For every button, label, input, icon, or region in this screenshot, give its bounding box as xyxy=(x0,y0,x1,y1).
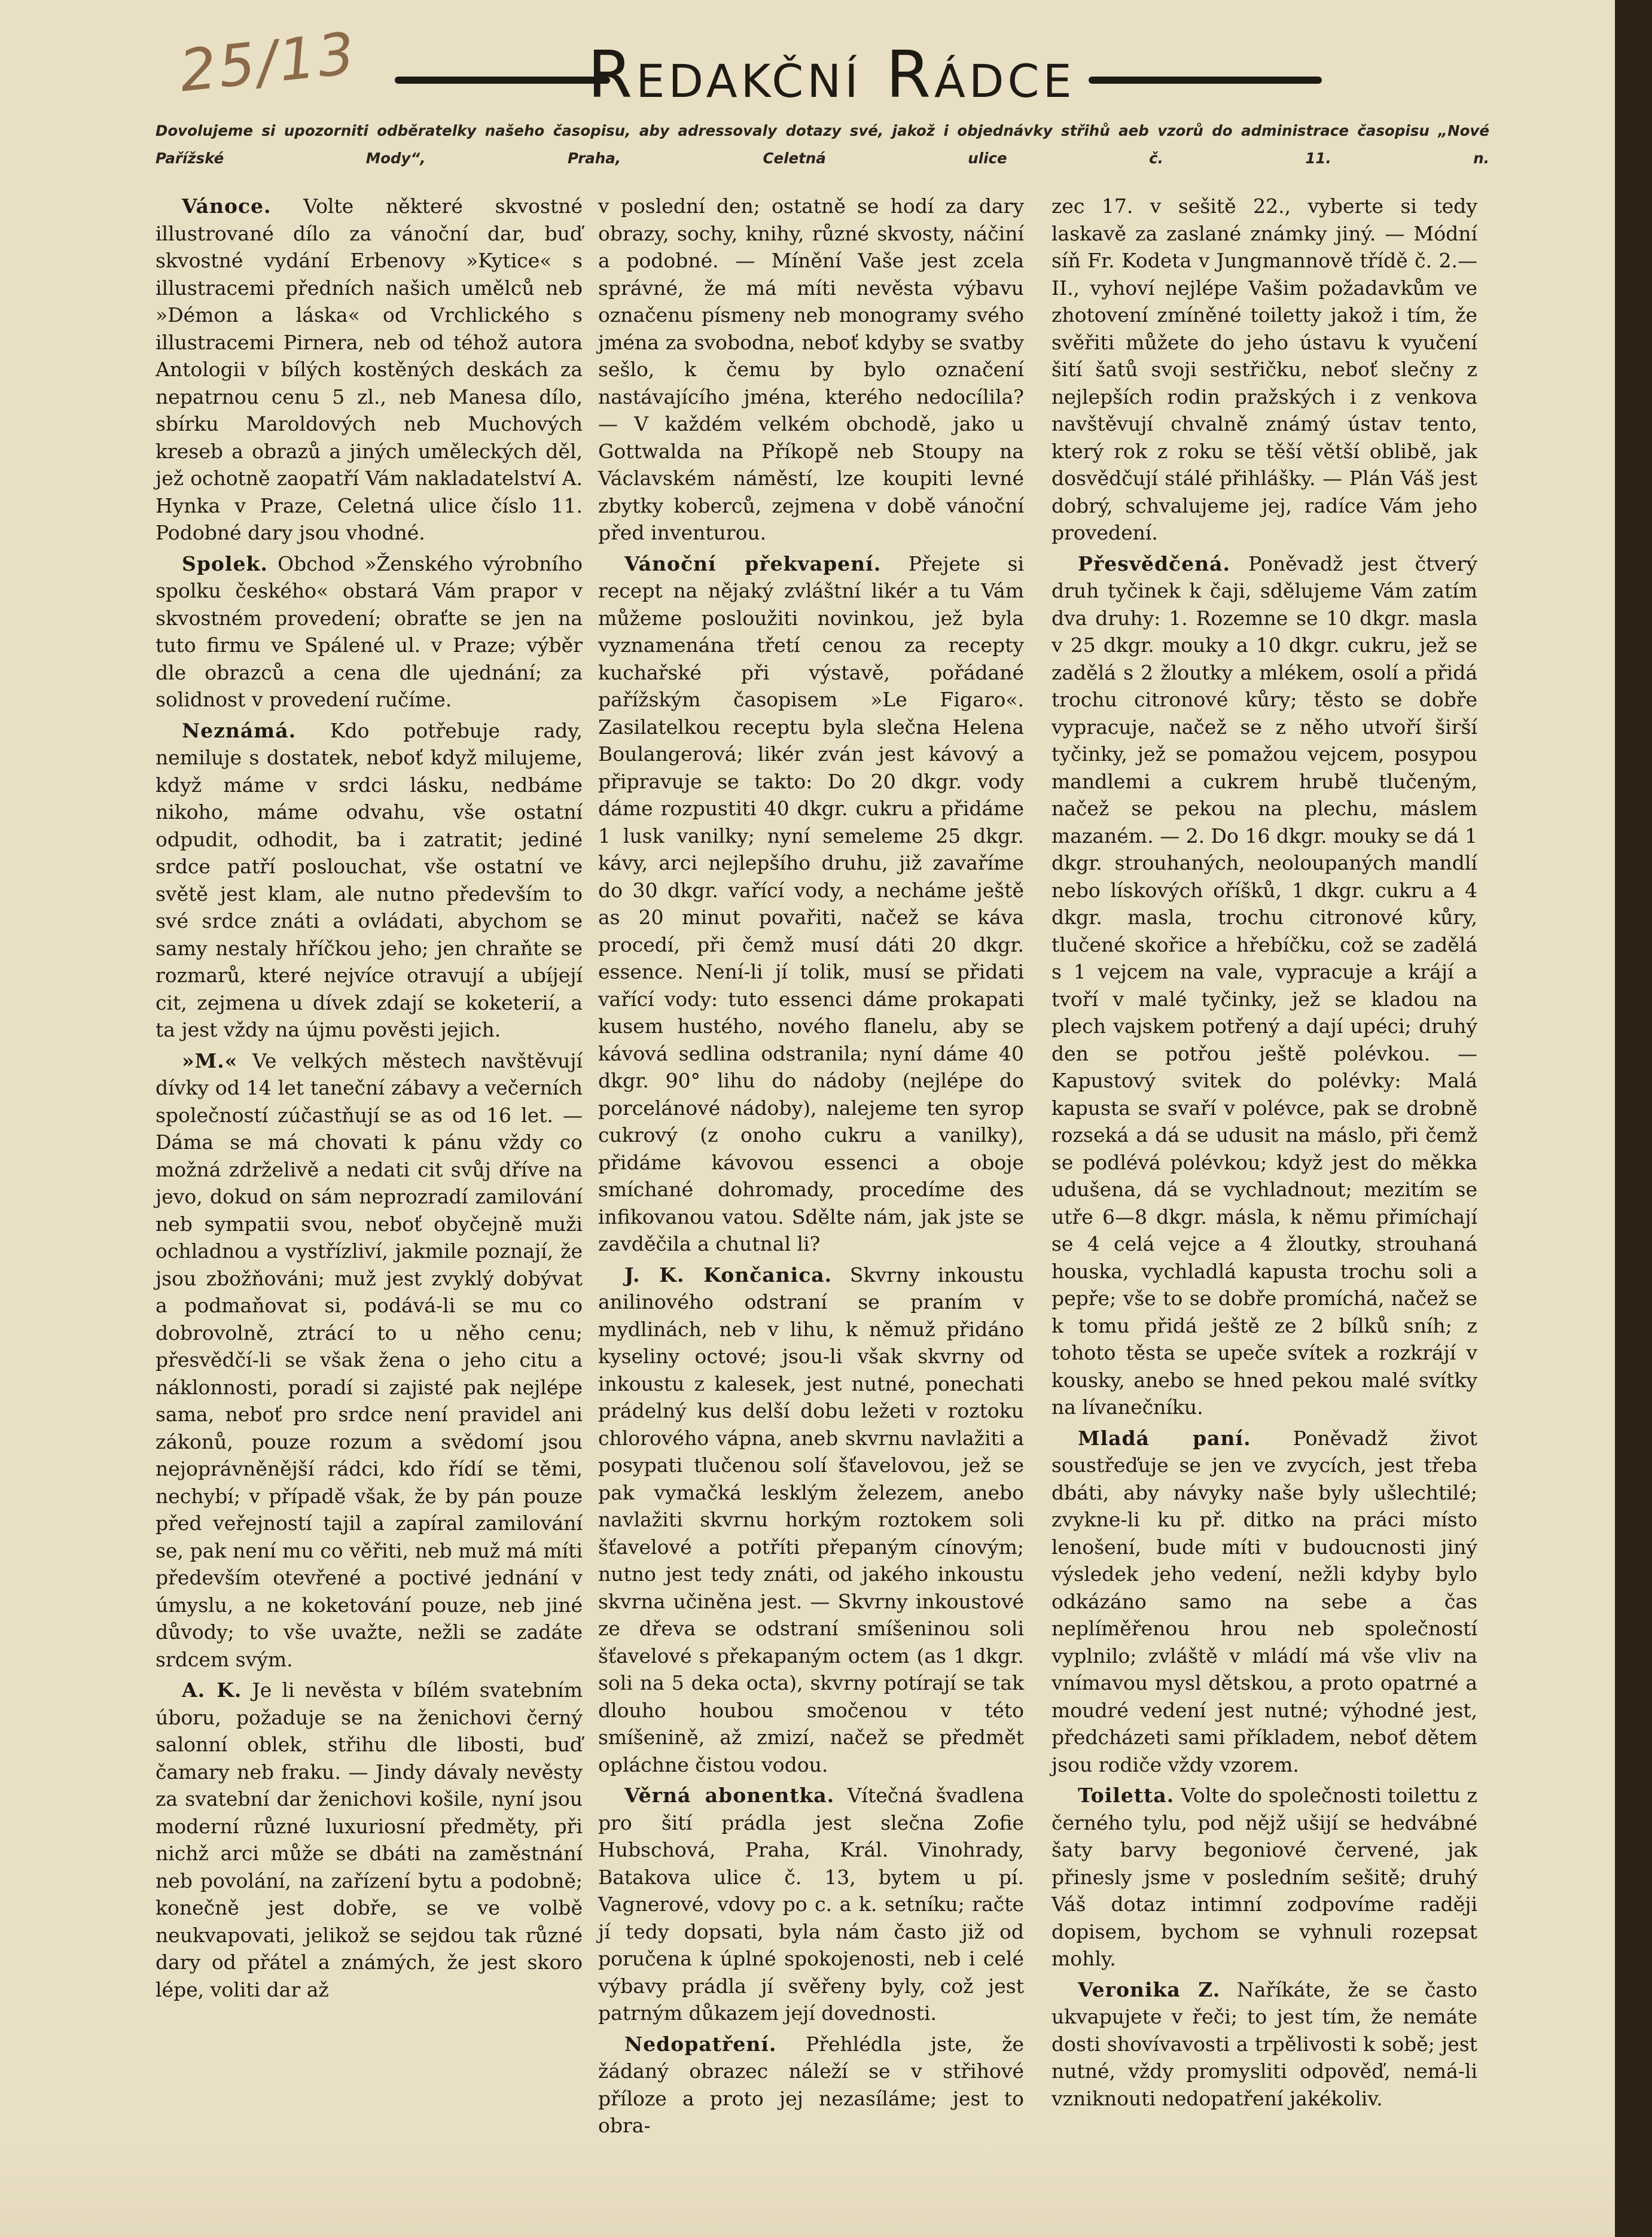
answer-paragraph xyxy=(156,193,583,547)
answer-heading: Toiletta. xyxy=(1078,1784,1175,1807)
answer-paragraph xyxy=(1051,1425,1477,1779)
answer-heading: Věrná abonentka. xyxy=(624,1784,835,1807)
answer-text: Poněvadž život soustřeďuje se jen ve zvycích, jest třeba dbáti, aby návyky naše byly ušlechtilé; zvykne-li ku př. ditko na práci místo lenošení, bude míti v budoucnosti jiný výsledek jeho vedení, nežli kdyby bylo odkázáno samo na sebe a čas neplíměřenou hrou neb společností vyplnilo; zvláště v mládí má vše vliv na vnímavou mysl dětskou, a proto opatrné a moudré vedení jest nutné; výhodné jest, předcházeti sami příkladem, neboť dětem jsou rodiče vždy vzorem. xyxy=(1051,1426,1477,1776)
answer-text: Volte do společnosti toilettu z černého tylu, pod nějž ušijí se hedvábné šaty barvy begoniové červené, jak přinesly jsme v posledním sešitě; druhý Váš dotaz intimní zodpovíme raději dopisem, bychom se vyhnuli rozepsat mohly. xyxy=(1051,1784,1477,1970)
answer-paragraph xyxy=(156,717,583,1044)
answer-heading: Vánoce. xyxy=(182,194,272,218)
answer-paragraph xyxy=(598,193,1024,547)
answer-heading: Vánoční překvapení. xyxy=(624,551,882,575)
answer-paragraph xyxy=(1051,1976,1477,2113)
column-1 xyxy=(156,193,583,2125)
answer-heading: Neznámá. xyxy=(182,718,297,742)
answer-paragraph xyxy=(598,550,1024,1258)
handwritten-page-number: 25/13 xyxy=(176,19,360,105)
answer-paragraph xyxy=(156,1677,583,2003)
answer-text: Ve velkých městech navštěvují dívky od 14 let taneční zábavy a večerních společností zúčastňují se as od 16 let. — Dáma se má chovati k pánu vždy co možná zdrželivě a nedati cit svůj dříve na jevo, dokud on sám neprozradí zamilování neb sympatii svou, neboť obyčejně muži ochladnou a vystřízliví, jakmile poznají, že jsou zbožňováni; muž jest zvyklý dobývat a podmaňovat si, podává-li se mu co dobrovolně, ztrácí to u něho cenu; přesvědčí-li se však žena o jeho citu a náklonnosti, poradí si zajisté pak nejlépe sama, neboť pro srdce není pravidel ani zákonů, pouze rozum a svědomí jsou nejoprávněnější rádci, kdo řídí se těmi, nechybí; v případě však, že by pán pouze před veřejností tajil a zapíral zamilování se, pak není mu co věřiti, neb muž má míti především otevřené a poctivé jednání v úmyslu, a ne koketování pouze, neb jiné důvody; to vše uvažte, nežli se zadáte srdcem svým. xyxy=(156,1049,583,1671)
header xyxy=(395,30,1268,120)
answer-heading: Nedopatření. xyxy=(624,2032,777,2056)
answer-paragraph xyxy=(1051,550,1477,1421)
answer-heading: Přesvědčená. xyxy=(1078,551,1230,575)
answer-heading: A. K. xyxy=(182,1678,242,1702)
column-3 xyxy=(1051,193,1477,2125)
answer-text: Je li nevěsta v bílém svatebním úboru, požaduje se na ženichovi černý salonní oblek, střihu dle libosti, buď čamary neb fraku. — Jindy dávaly nevěsty za svatební dar ženichovi košile, nyní jsou moderní různé luxuriosní předměty, při nichž arci může se dbáti na zaměstnání neb povolání, na zařízení bytu a podobně; konečně jest dobře, se ve volbě neukvapovati, jelikož se sejdou tak různé dary od přátel a známých, že jest skoro lépe, voliti dar až xyxy=(156,1678,583,2001)
answer-text: Přehlédla jste, že žádaný obrazec náleží se v střihové příloze a proto jej nezasíláme; jest to obra- xyxy=(598,2032,1024,2137)
answer-paragraph xyxy=(598,2031,1024,2140)
answer-text: zec 17. v sešitě 22., vyberte si tedy laskavě za zaslané známky jiný. — Módní síň Fr. Kodeta v Jungmannově třídě č. 2.—II., vyhoví nejlépe Vašim požadavkům ve zhotovení zmíněné toiletty jakož i tím, že svěřiti můžete do jeho ústavu k vyučení šití šatů svoji sestřičku, neboť slečny z nejlepších rodin pražských i z venkova navštěvují chvalně známý ústav tento, který rok z roku se těší větší oblibě, jak dosvědčují stálé přihlášky. — Plán Váš jest dobrý, schvalujeme jej, radíce Vám jeho provedení. xyxy=(1051,194,1477,544)
answer-heading: Spolek. xyxy=(182,551,268,575)
answer-text: Přejete si recept na nějaký zvláštní likér a tu Vám můžeme posloužiti novinkou, jež byla vyznamenána třetí cenou za recepty kuchařské při výstavě, pořádané pařížským časopisem »Le Figaro«. Zasilatelkou receptu byla slečna Helena Boulangerová; likér zván jest kávový a připravuje se takto: Do 20 dkgr. vody dáme rozpustiti 40 dkgr. cukru a přidáme 1 lusk vanilky; nyní semeleme 25 dkgr. kávy, arci nejlepšího druhu, již zavaříme do 30 dkgr. vařící vody, a necháme ještě as 20 minut povařiti, načež se káva procedí, při čemž musí dáti 20 dkgr. essence. Není-li jí tolik, musí se přidati vařící vody: tuto essenci dáme prokapati kusem hustého, nového flanelu, aby se kávová sedlina odstranila; nyní dáme 40 dkgr. 90° lihu do nádoby (nejlépe do porcelánové nádoby), nalejeme ten syrop cukrový (z onoho cukru a vanilky), přidáme kávovou essenci a oboje smíchané dohromady, procedíme des infikovanou vatou. Sdělte nám, jak jste se zavděčila a chutnal li? xyxy=(598,551,1024,1255)
answer-text: Volte některé skvostné illustrované dílo za vánoční dar, buď skvostné vydání Erbenovy »Kytice« s illustracemi předních našich umělců neb »Démon a láska« od Vrchlického s illustracemi Pirnera, neb od téhož autora Antologii v bílých kostěných deskách za nepatrnou cenu 5 zl., neb Manesa dílo, sbírku Maroldových neb Muchových kreseb a obrazů a jiných uměleckých děl, jež ochotně zaopatří Vám nakladatelství A. Hynka v Praze, Celetná ulice číslo 11. Podobné dary jsou vhodné. xyxy=(156,194,583,544)
editorial-notice: Dovolujeme si upozorniti odběratelky našeho časopisu, aby adressovaly dotazy své, jakož i objednávky střihů aeb vzorů do administrace časopisu „Nové Pařížské Mody“, Praha, Celetná ulice č. 11. n. xyxy=(156,122,1489,167)
answer-text: Poněvadž jest čtverý druh tyčinek k čaji, sdělujeme Vám zatím dva druhy: 1. Rozemne se 10 dkgr. masla v 25 dkgr. mouky a 10 dkgr. cukru, jež se zadělá s 2 žloutky a mlékem, osolí a přidá trochu citronové kůry; těsto se dobře vypracuje, načež se z něho utvoří širší tyčinky, jež se pomažou vejcem, posypou mandlemi a cukrem hrubě tlučeným, načež se pekou na plechu, máslem mazaném. — 2. Do 16 dkgr. mouky se dá 1 dkgr. strouhaných, neoloupaných mandlí nebo lískových oříšků, 1 dkgr. cukru a 4 dkgr. masla, trochu citronové kůry, tlučené skořice a hřebíčku, což se zadělá s 1 vejcem na vale, vypracuje a krájí a tvoří v malé tyčinky, jež se kladou na plech vajskem potřený a dají upéci; druhý den se potřou ještě polévkou. — Kapustový svitek do polévky: Malá kapusta se svaří v polévce, pak se drobně rozseká a dá se udusit na máslo, při čemž se podlévá polévkou; když jest do měkka udušena, dá se vychladnout; mezitím se utře 6—8 dkgr. másla, k němu přimíchají se 4 celá vejce a 4 žloutky, strouhaná houska, vychladlá kapusta trochu soli a pepře; vše to se dobře promíchá, načež se k tomu přidá ještě ze 2 bílků sníh; z tohoto těsta se upeče svítek a rozkrájí v kousky, anebo se hned pekou malé svítky na lívanečníku. xyxy=(1051,551,1477,1419)
answer-paragraph xyxy=(598,1261,1024,1779)
answer-heading: Mladá paní. xyxy=(1078,1426,1251,1450)
answer-paragraph xyxy=(1051,1782,1477,1973)
answer-text: Skvrny inkoustu anilinového odstraní se praním v mydlinách, neb v lihu, k němuž přidáno kyseliny octové; jsou-li však skvrny od inkoustu z kalesek, jest nutné, ponechati prádelný kus delší dobu ležeti v roztoku chlorového vápna, aneb skvrnu navlažiti a posypati tlučenou solí šťavelovou, jež se pak vymačká lesklým železem, anebo navlažiti skvrnu horkým roztokem soli šťavelové a potříti přepaným cínovým; nutno jest tedy znáti, od jakého inkoustu skvrna učiněna jest. — Skvrny inkoustové ze dřeva se odstraní smíšeninou soli šťavelové s překapaným octem (as 1 dkgr. soli na 5 deka octa), skvrny potírají se tak dlouho houbou smočenou v této smíšenině, až zmizí, načež se předmět opláchne čistou vodou. xyxy=(598,1263,1024,1776)
answer-paragraph xyxy=(598,1782,1024,2027)
answer-text: Kdo potřebuje rady, nemiluje s dostatek, neboť když milujeme, když máme v srdci lásku, nedbáme nikoho, máme odvahu, vše ostatní odpudit, odhodit, ba i zatratit; jediné srdce patří poslouchat, vše ostatní ve světě jest klam, ale nutno především to své srdce znáti a ovládati, abychom se samy nestaly hříčkou jeho; jen chraňte se rozmarů, které nejvíce otravují a ubíjejí cit, zejmena u dívek zdají se koketerií, a ta jest vždy na újmu pověsti jejich. xyxy=(156,718,583,1041)
scan-edge xyxy=(1615,0,1652,2237)
answer-heading: Veronika Z. xyxy=(1078,1977,1221,2001)
answer-text: Naříkáte, že se často ukvapujete v řeči; to jest tím, že nemáte dosti shovívavosti a trpělivosti k sobě; jest nutné, vždy promysliti odpověď, nemá-li vzniknouti nedopatření jakékoliv. xyxy=(1051,1977,1478,2110)
answer-paragraph xyxy=(156,1047,583,1674)
answer-text: Vítečná švadlena pro šití prádla jest slečna Zofie Hubschová, Praha, Král. Vinohrady, Batakova ulice č. 13, bytem u pí. Vagnerové, vdovy po c. a k. setníku; račte jí tedy dopsati, byla nám často již od poručena k úplné spokojenosti, neb i celé výbavy prádla jí svěřeny byly, což jest patrným důkazem její dovednosti. xyxy=(598,1784,1024,2025)
answer-heading: J. K. Končanica. xyxy=(624,1263,833,1287)
answer-text: v poslední den; ostatně se hodí za dary obrazy, sochy, knihy, různé skvosty, náčiní a podobné. — Mínění Vaše jest zcela správné, že má míti nevěsta výbavu označenu písmeny neb monogramy svého jména za svobodna, neboť kdyby se svatby sešlo, k čemu by bylo označení nastávajícího jména, kterého nedocílila? — V každém velkém obchodě, jako u Gottwalda na Příkopě neb Stoupy na Václavském náměstí, lze koupiti levné zbytky koberců, zejmena v době vánoční před inventurou. xyxy=(598,194,1024,544)
answer-heading: »M.« xyxy=(182,1049,238,1072)
page-bottom-margin xyxy=(0,2147,1615,2237)
answer-text: Obchod »Ženského výrobního spolku českého« obstará Vám prapor v skvostném provedení; obraťte se jen na tuto firmu ve Spálené ul. v Praze; výběr dle obrazců a cena dle ujednání; za solidnost v provedení ručíme. xyxy=(156,551,583,711)
answer-paragraph xyxy=(1051,193,1477,547)
column-2 xyxy=(598,193,1024,2137)
answer-paragraph xyxy=(156,550,583,714)
page-title: Redakční Rádce xyxy=(587,37,1075,112)
